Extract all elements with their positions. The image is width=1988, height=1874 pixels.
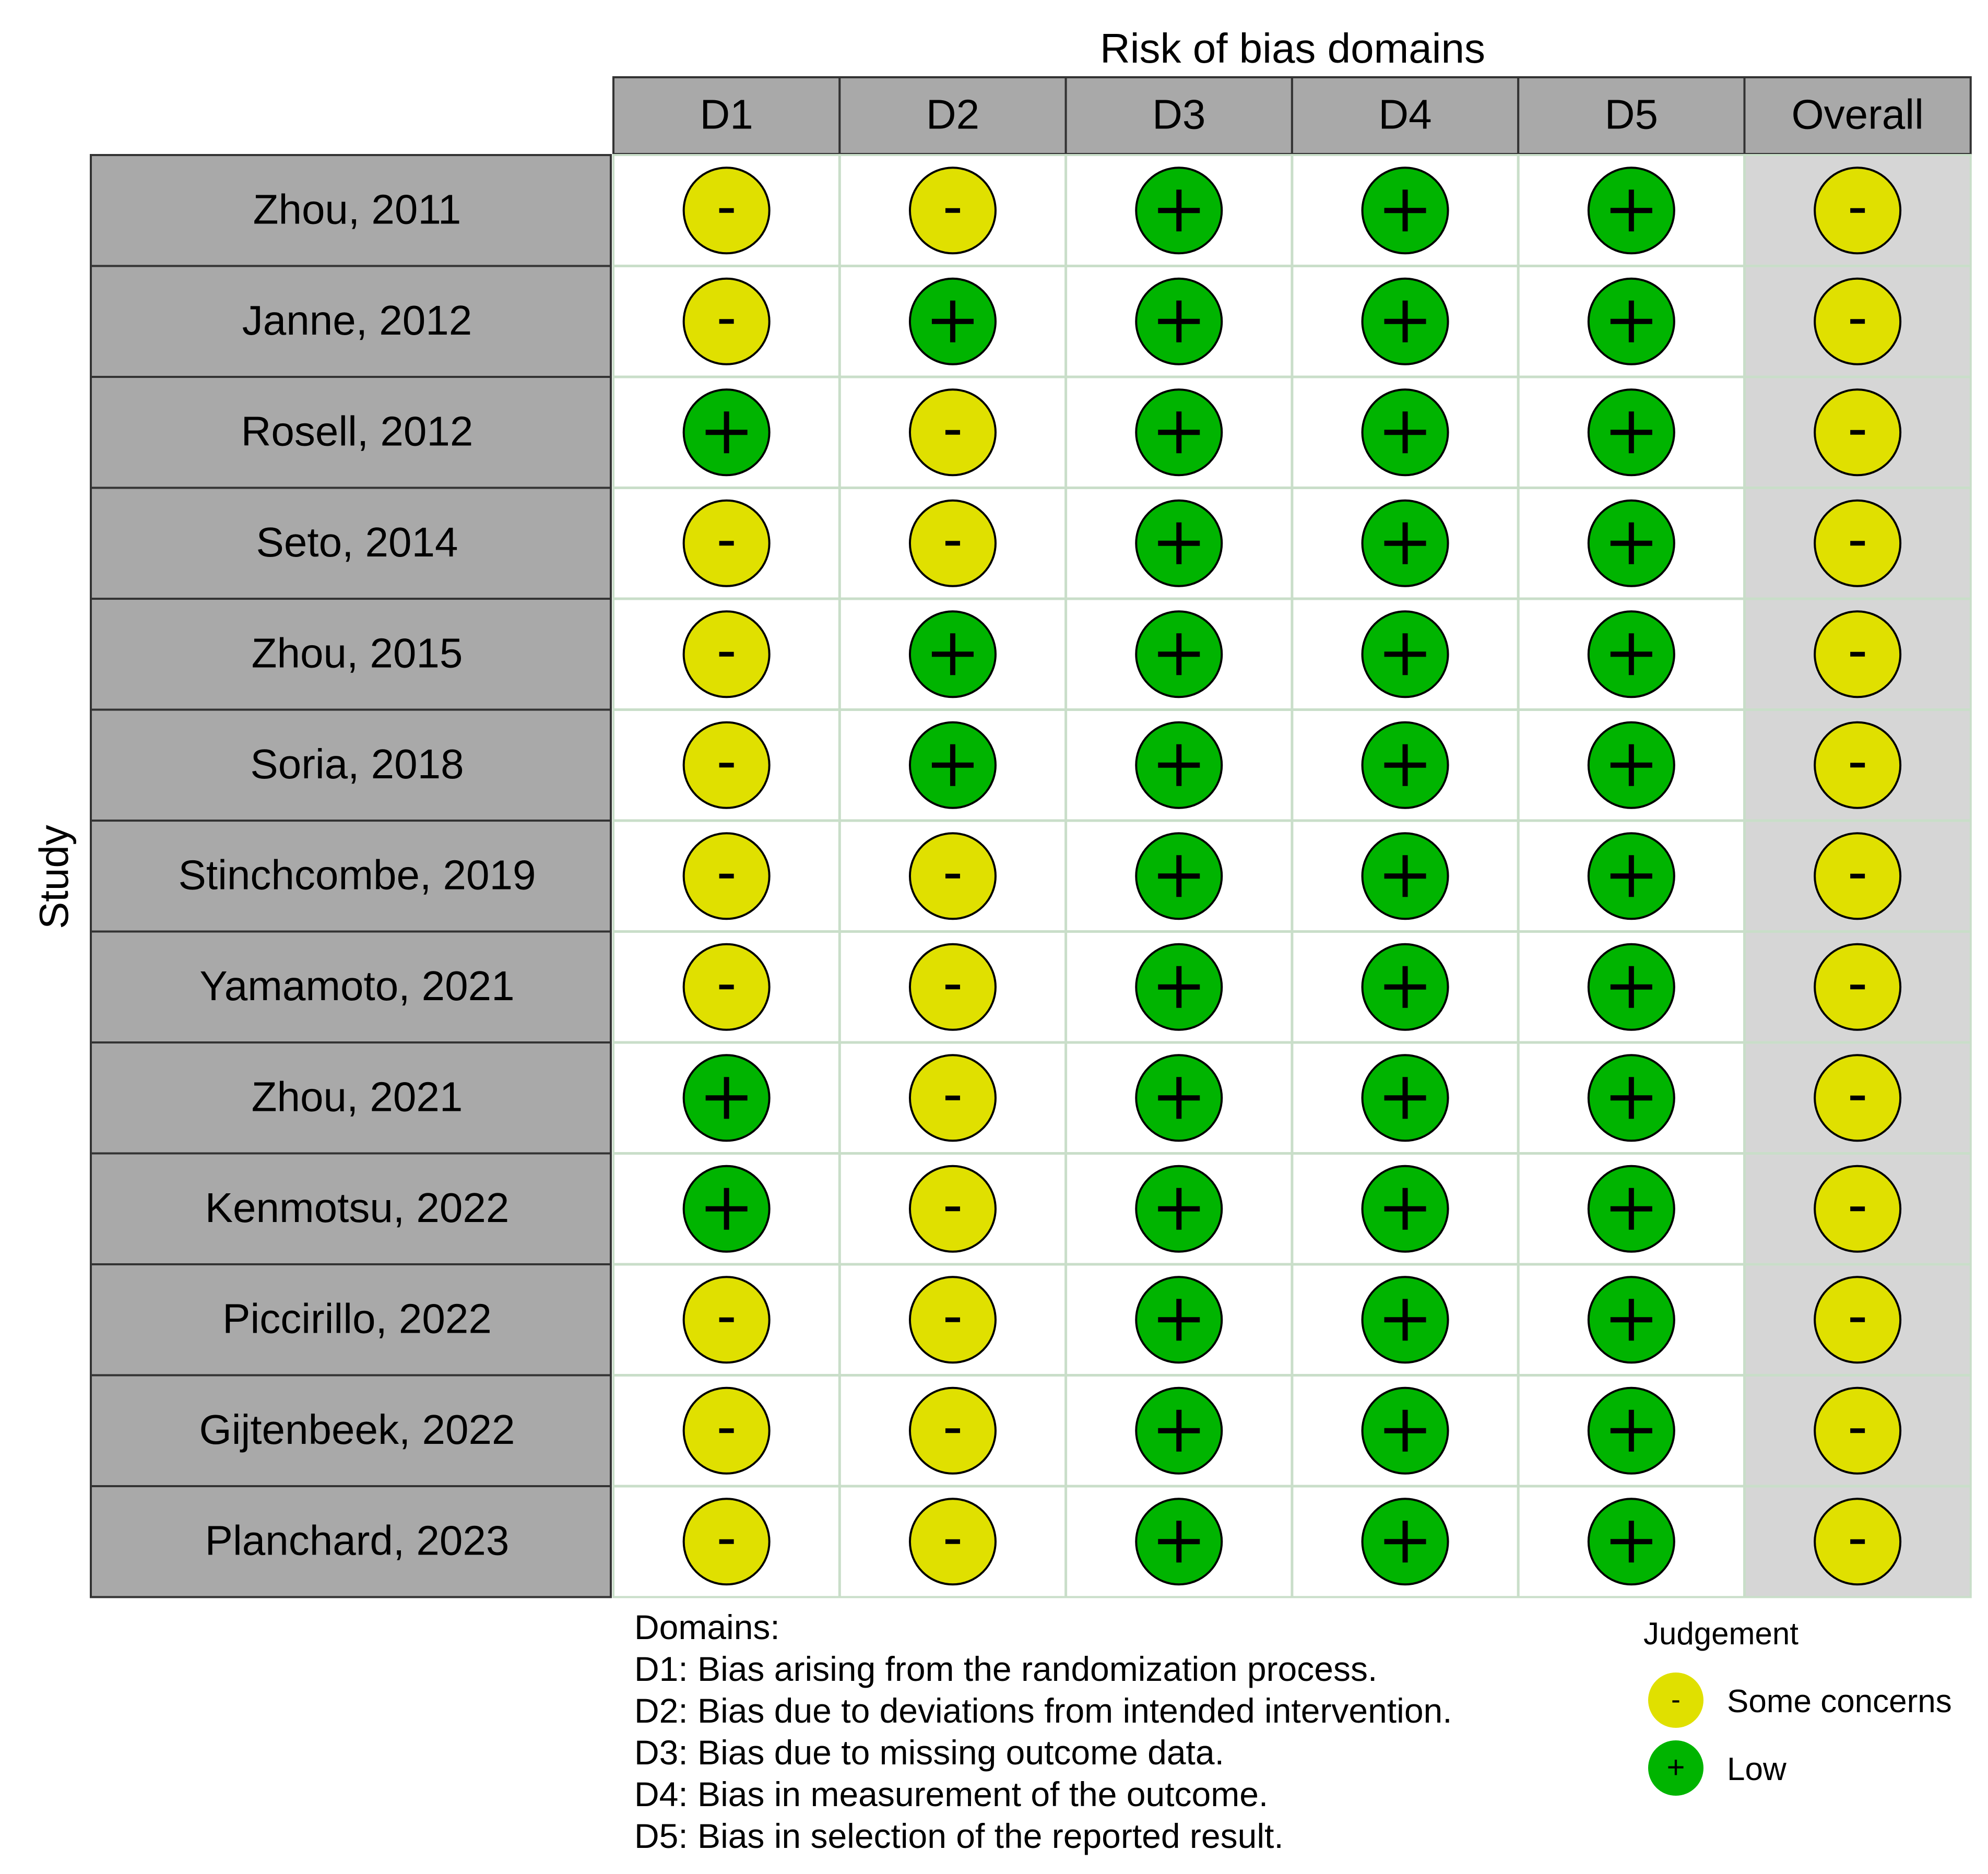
study-label: Seto, 2014 [256,518,458,565]
legend-some-concerns-symbol: - [1671,1683,1681,1715]
legend-some-concerns-label: Some concerns [1727,1683,1952,1719]
chart-title: Risk of bias domains [1099,25,1486,72]
study-label: Zhou, 2021 [251,1073,463,1120]
study-label: Zhou, 2015 [251,630,463,677]
legend-low-label: Low [1727,1751,1786,1787]
domains-title: Domains: [634,1608,780,1646]
domain-description-d5: D5: Bias in selection of the reported result. [634,1817,1284,1855]
domain-description-d1: D1: Bias arising from the randomization process. [634,1650,1378,1688]
column-header-label: D4 [1378,91,1432,138]
study-label: Piccirillo, 2022 [222,1295,492,1342]
column-header-label: D1 [700,91,753,138]
legend-title: Judgement [1643,1616,1798,1651]
study-label: Janne, 2012 [242,296,472,343]
study-labels [91,155,611,1597]
study-label: Yamamoto, 2021 [199,962,515,1009]
column-header-label: D3 [1152,91,1206,138]
legend-low-symbol: + [1666,1749,1685,1785]
study-label: Planchard, 2023 [205,1517,510,1564]
study-label: Rosell, 2012 [241,408,474,455]
column-header-label: Overall [1791,91,1924,138]
study-label: Soria, 2018 [250,740,464,787]
column-header-label: D5 [1604,91,1658,138]
domain-description-d4: D4: Bias in measurement of the outcome. [634,1775,1269,1813]
column-header-label: D2 [926,91,980,138]
y-axis-label: Study [31,825,77,929]
study-label: Kenmotsu, 2022 [205,1184,510,1231]
study-label: Stinchcombe, 2019 [178,851,536,898]
study-label: Gijtenbeek, 2022 [199,1406,515,1453]
column-headers [613,77,1971,154]
domain-description-d3: D3: Bias due to missing outcome data. [634,1733,1224,1772]
study-label: Zhou, 2011 [253,186,462,233]
domain-description-d2: D2: Bias due to deviations from intended intervention. [634,1691,1452,1730]
